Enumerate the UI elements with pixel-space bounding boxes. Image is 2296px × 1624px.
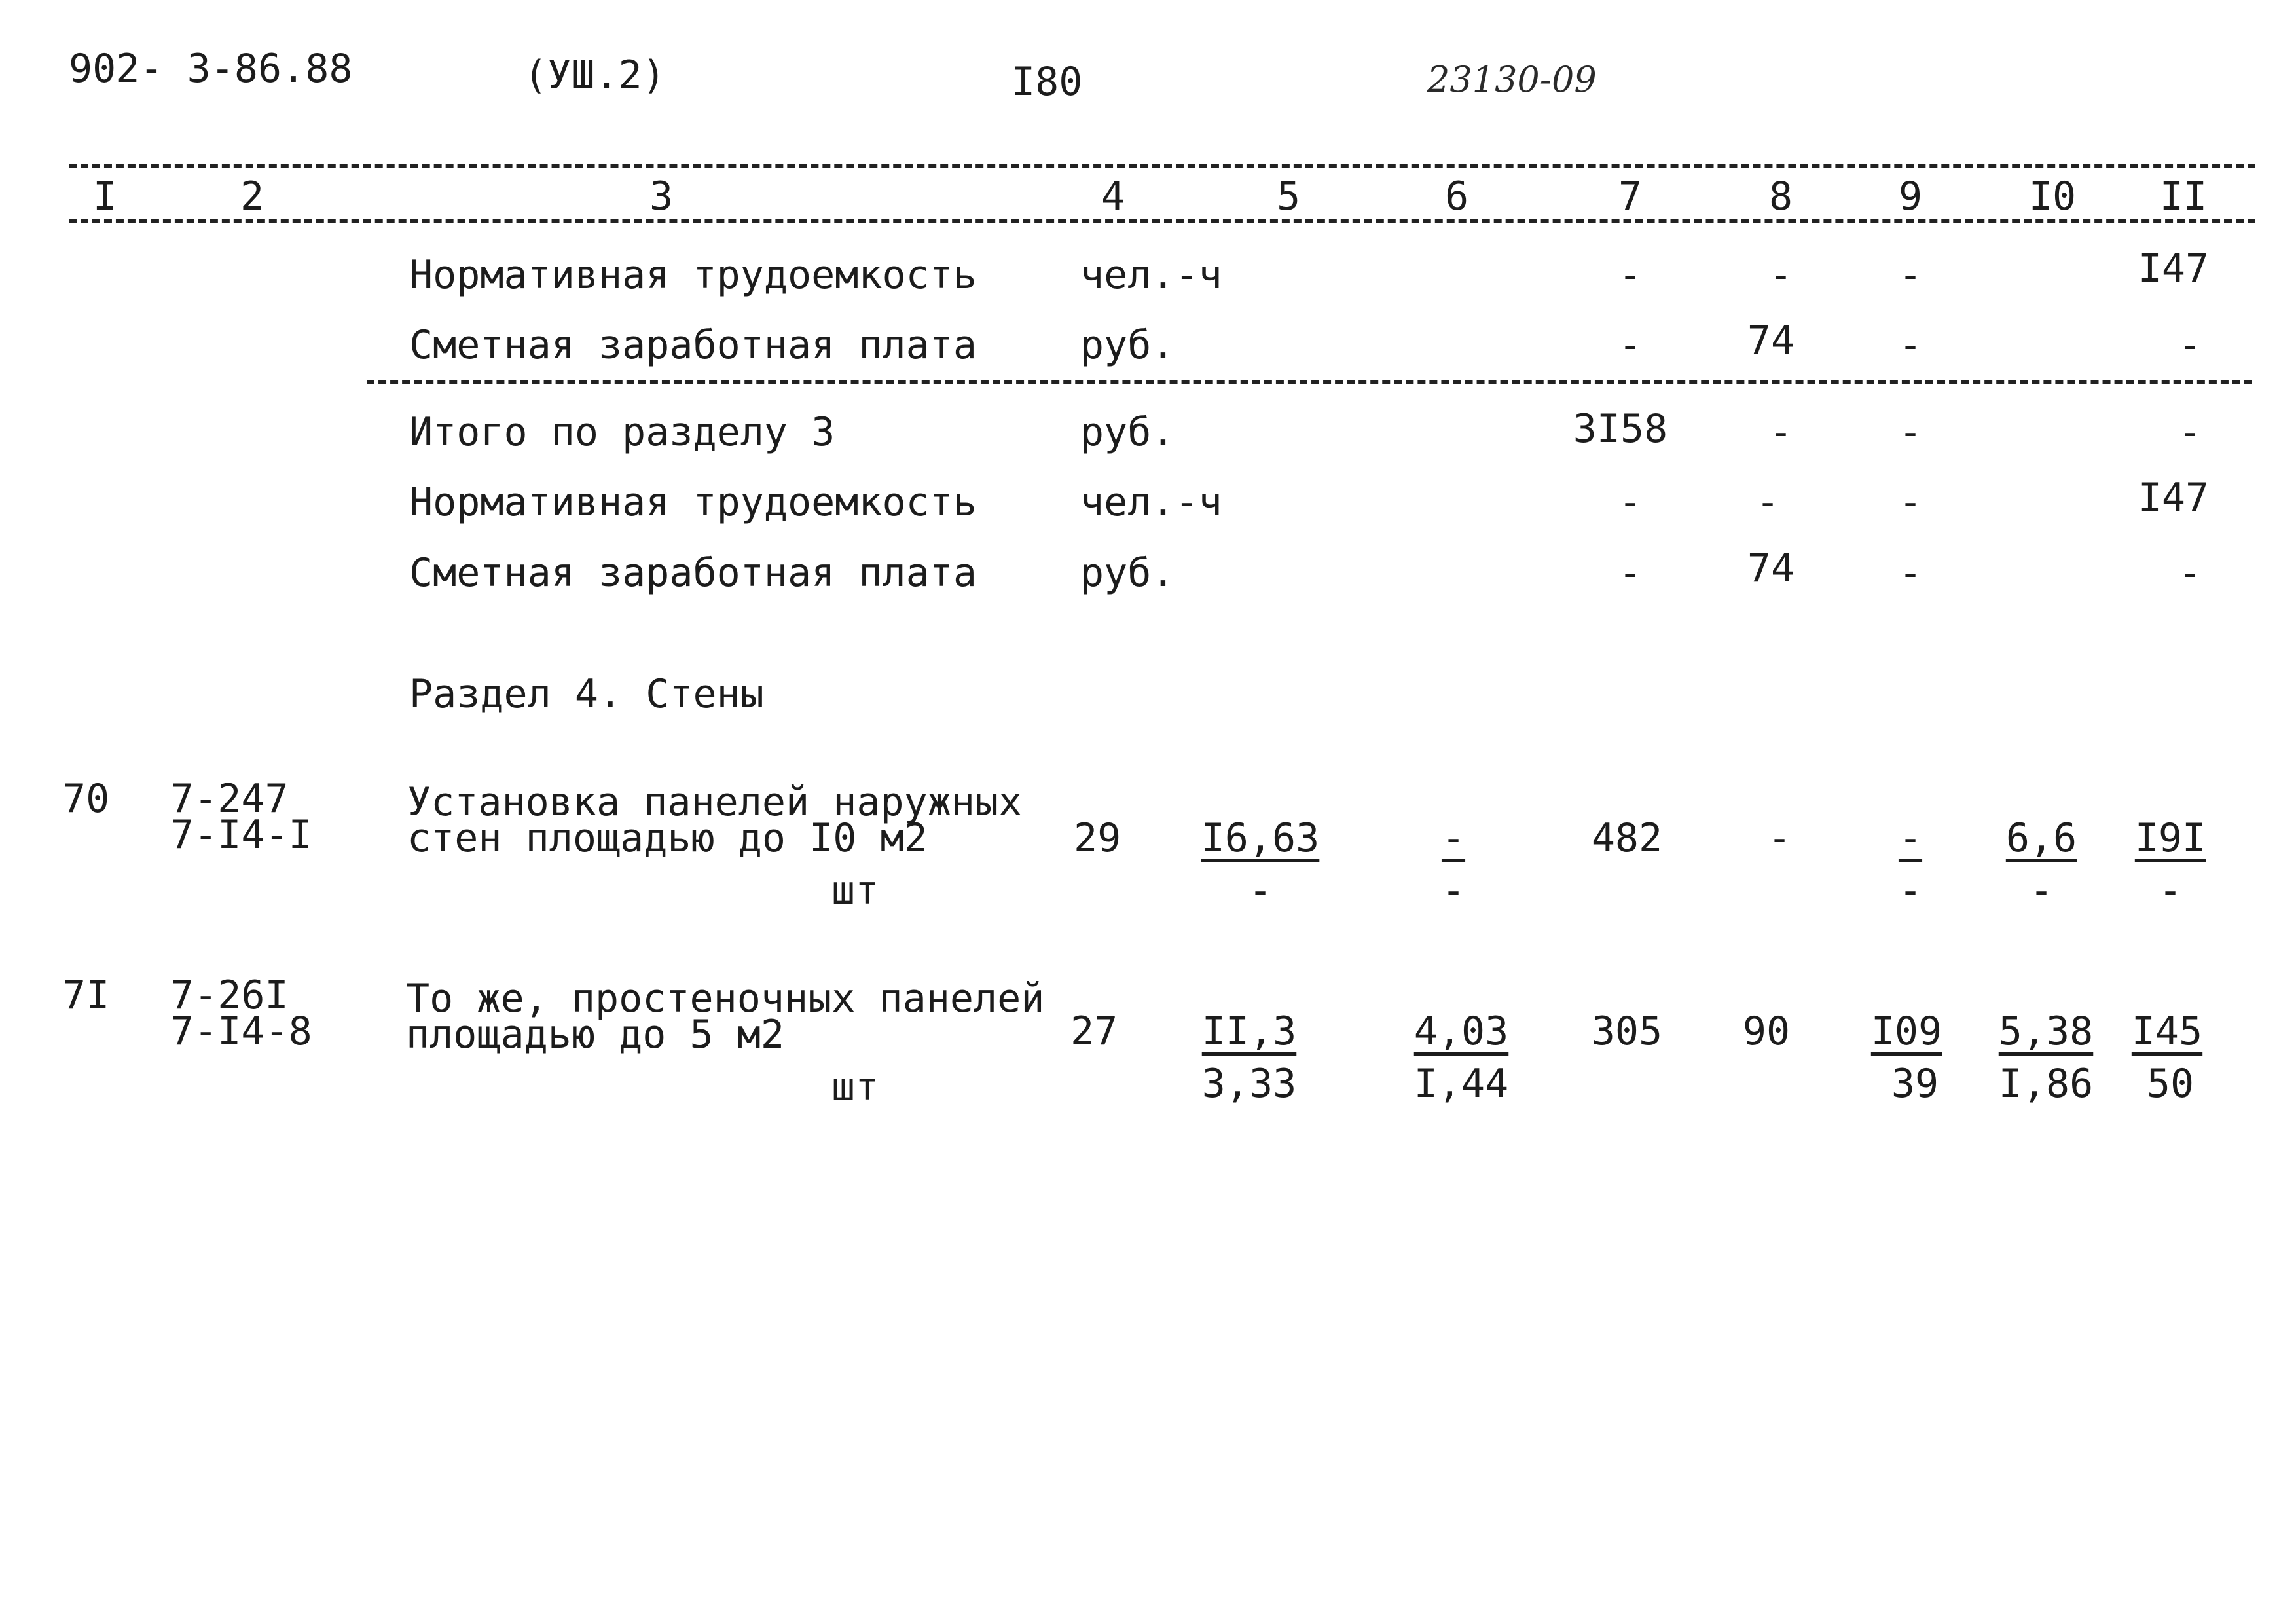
item-code-primary: 7-247 [170,776,289,822]
cell-col-7: - [1618,479,1643,525]
section-title: Раздел 4. Стены [409,671,764,717]
row-unit: чел.-ч [1080,479,1222,525]
column-header-6: 6 [1444,174,1469,219]
column-header-5: 5 [1276,174,1301,219]
item-code-primary: 7-26I [170,972,289,1018]
cell-col-7: 3I58 [1573,406,1668,452]
column-header-3: 3 [649,174,674,219]
cell-col-6-top: - [1441,815,1466,861]
cell-col-8: 74 [1747,318,1795,363]
cell-col-9: - [1898,252,1923,298]
cell-col-11: - [2178,322,2202,368]
cell-col-8: 74 [1747,545,1795,591]
column-header-10: I0 [2028,174,2077,219]
column-header-11: II [2159,174,2208,219]
cell-col-7: - [1618,550,1643,596]
row-unit: чел.-ч [1080,252,1222,298]
cell-col-9: - [1898,409,1923,455]
item-quantity: 27 [1070,1008,1118,1054]
column-header-9: 9 [1898,174,1923,219]
item-unit: шт [831,868,879,913]
cell-col-7: 482 [1591,815,1663,861]
cell-col-9-top: - [1898,815,1923,861]
item-unit: шт [831,1064,879,1110]
cell-col-11: I47 [2138,475,2210,521]
cell-col-5-bottom: 3,33 [1201,1061,1297,1107]
row-name: Нормативная трудоемкость [409,252,977,298]
cell-col-9-bottom: 39 [1891,1061,1939,1107]
cell-col-8: - [1768,409,1793,455]
column-header-8: 8 [1768,174,1793,219]
page-number: I80 [1011,59,1083,105]
row-name: Сметная заработная плата [409,550,977,596]
item-code-secondary: 7-I4-8 [170,1008,312,1054]
item-number: 7I [62,972,110,1018]
cell-col-5-bottom: - [1248,868,1273,913]
column-header-2: 2 [240,174,264,219]
row-unit: руб. [1080,409,1175,455]
column-header-1: I [92,174,117,219]
cell-col-5-top: I6,63 [1201,815,1320,861]
row-name: Нормативная трудоемкость [409,479,977,525]
section-total-rule [367,380,2252,384]
cell-col-11: - [2178,409,2202,455]
cell-col-6-top: 4,03 [1413,1008,1509,1054]
item-number: 70 [62,776,110,822]
cell-col-11-bottom: - [2158,868,2183,913]
item-code-secondary: 7-I4-I [170,812,312,858]
item-description-line1: То же, простеночных панелей [406,976,1045,1022]
cell-col-9: - [1898,550,1923,596]
cell-col-9-top: I09 [1870,1008,1942,1054]
cell-col-11-top: I9I [2134,815,2206,861]
cell-col-11-top: I45 [2131,1008,2203,1054]
cell-col-10-bottom: - [2029,868,2054,913]
cell-col-7: - [1618,252,1643,298]
cell-col-10-top: 6,6 [2005,815,2077,861]
column-header-4: 4 [1101,174,1125,219]
cell-col-9: - [1898,479,1923,525]
cell-col-7: - [1618,322,1643,368]
cell-col-8: - [1767,815,1792,861]
row-name: Итого по разделу 3 [409,409,835,455]
cell-col-8: - [1768,252,1793,298]
cell-col-7: 305 [1591,1008,1663,1054]
cell-col-10-top: 5,38 [1998,1008,2094,1054]
item-quantity: 29 [1074,815,1121,861]
row-unit: руб. [1080,550,1175,596]
row-name: Сметная заработная плата [409,322,977,368]
cell-col-11: I47 [2138,246,2210,291]
item-description-line2: стен площадью до I0 м2 [407,815,928,861]
doc-code: 902- 3-86.88 [69,46,353,92]
cell-col-9-bottom: - [1898,868,1923,913]
cell-col-11-bottom: 50 [2146,1061,2195,1107]
cell-col-8: - [1755,479,1780,525]
header-bottom-rule [69,219,2255,223]
cell-col-11: - [2178,550,2202,596]
cell-col-6-bottom: I,44 [1413,1061,1509,1107]
item-description-line2: площадью до 5 м2 [406,1012,784,1058]
cell-col-8: 90 [1742,1008,1791,1054]
volume-label: (УШ.2) [524,52,666,98]
cell-col-6-bottom: - [1441,868,1466,913]
inventory-number: 23130-09 [1427,59,1597,100]
cell-col-9: - [1898,322,1923,368]
row-unit: руб. [1080,322,1175,368]
header-top-rule [69,164,2255,168]
cell-col-10-bottom: I,86 [1998,1061,2094,1107]
cell-col-5-top: II,3 [1201,1008,1297,1054]
item-description-line1: Установка панелей наружных [407,779,1023,825]
column-header-7: 7 [1618,174,1643,219]
